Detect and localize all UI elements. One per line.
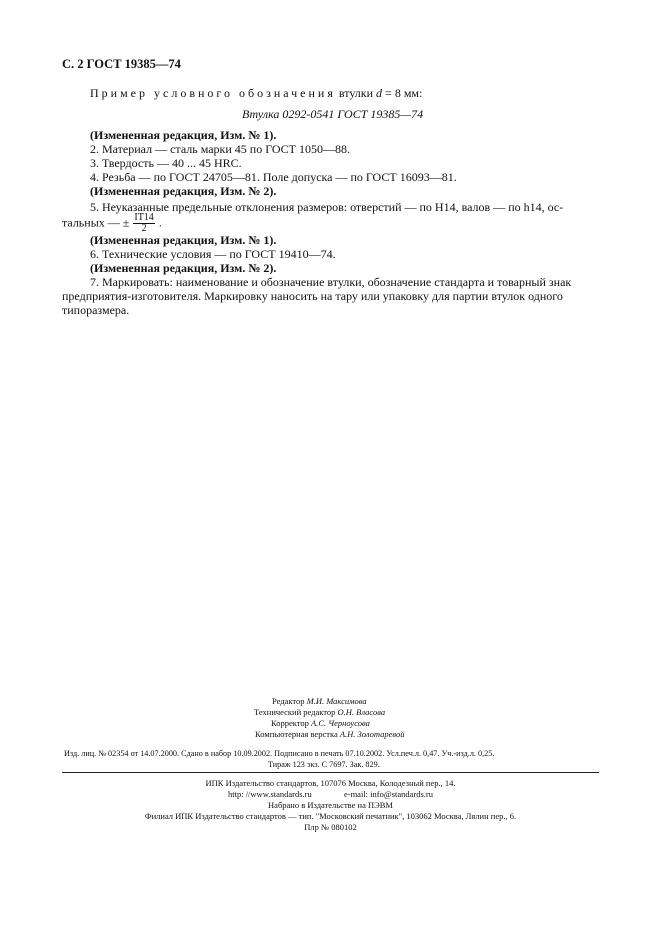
fraction-denominator: 2 <box>141 223 147 234</box>
item-7-line-1: 7. Маркировать: наименование и обозначение втулки, обозначение стандарта и товарный знак <box>90 275 572 289</box>
credit-corrector <box>271 718 370 728</box>
publisher-line-3: Набрано в Издательстве на ПЭВМ <box>268 800 393 810</box>
fraction-numerator: IT14 <box>134 212 154 223</box>
credit-person: А.С. Черноусова <box>311 718 370 728</box>
item-7-line-3: типоразмера. <box>62 303 130 317</box>
fraction <box>133 213 154 234</box>
publisher-line-2 <box>0 789 661 799</box>
item-5-line-1: 5. Неуказанные предельные отклонения размеров: отверстий — по Н14, валов — по h14, ос- <box>90 200 564 214</box>
revision-note-4: (Измененная редакция, Изм. № 2). <box>90 261 277 275</box>
example-intro <box>90 86 422 101</box>
credit-role: Компьютерная верстка <box>255 729 338 739</box>
example-variable: d <box>376 86 383 100</box>
credit-editor <box>272 696 367 706</box>
revision-note-1: (Измененная редакция, Изм. № 1). <box>90 128 277 142</box>
revision-note-2: (Измененная редакция, Изм. № 2). <box>90 184 277 198</box>
credit-role: Корректор <box>271 718 309 728</box>
credit-layout <box>255 729 404 739</box>
credit-role: Редактор <box>272 696 305 706</box>
example-designation: Втулка 0292-0541 ГОСТ 19385—74 <box>242 107 424 121</box>
item-7-line-2: предприятия-изготовителя. Маркировку наносить на тару или упаковку для партии втулок одного <box>62 289 563 303</box>
colophon-divider <box>62 772 599 773</box>
item-4: 4. Резьба — по ГОСТ 24705—81. Поле допуска — по ГОСТ 16093—81. <box>90 170 457 184</box>
credit-person: А.Н. Золотаревой <box>339 729 405 739</box>
publisher-line-5: Плр № 080102 <box>304 822 357 832</box>
main-text <box>62 86 600 326</box>
credit-person: О.Н. Власова <box>337 707 386 717</box>
revision-note-3: (Измененная редакция, Изм. № 1). <box>90 233 277 247</box>
page-header: С. 2 ГОСТ 19385—74 <box>62 57 181 71</box>
item-3: 3. Твердость — 40 ... 45 HRC. <box>90 156 242 170</box>
publisher-website: http: //www.standards.ru <box>227 789 312 799</box>
imprint-line-2: Тираж 123 экз. С 7697. Зак. 829. <box>268 760 380 769</box>
item-5-line-2-prefix: тальных — ± <box>62 215 130 230</box>
credit-role: Технический редактор <box>254 707 336 717</box>
item-6: 6. Технические условия — по ГОСТ 19410—74. <box>90 247 336 261</box>
example-equals: = 8 мм: <box>385 86 423 100</box>
publisher-line-4: Филиал ИПК Издательство стандартов — тип. "Московский печатник", 103062 Москва, Лялин пер., 6. <box>144 811 517 821</box>
publisher-email: e-mail: info@standards.ru <box>343 789 433 799</box>
example-tail: втулки <box>338 86 374 100</box>
publisher-line-1: ИПК Издательство стандартов, 107076 Москва, Колодезный пер., 14. <box>205 778 456 788</box>
item-2: 2. Материал — сталь марки 45 по ГОСТ 1050—88. <box>90 142 351 156</box>
item-5-line-2 <box>62 213 162 234</box>
item-5-line-2-suffix: . <box>158 215 162 230</box>
imprint-line-1: Изд. лиц. № 02354 от 14.07.2000. Сдано в набор 10.09.2002. Подписано в печать 07.10.2002. Усл.печ.л. 0,47. Уч.-изд.л. 0,25. <box>64 749 495 758</box>
credit-tech-editor <box>254 707 385 717</box>
credit-person: М.И. Максимова <box>306 696 367 706</box>
example-lead: Пример условного обозначения <box>90 86 336 100</box>
